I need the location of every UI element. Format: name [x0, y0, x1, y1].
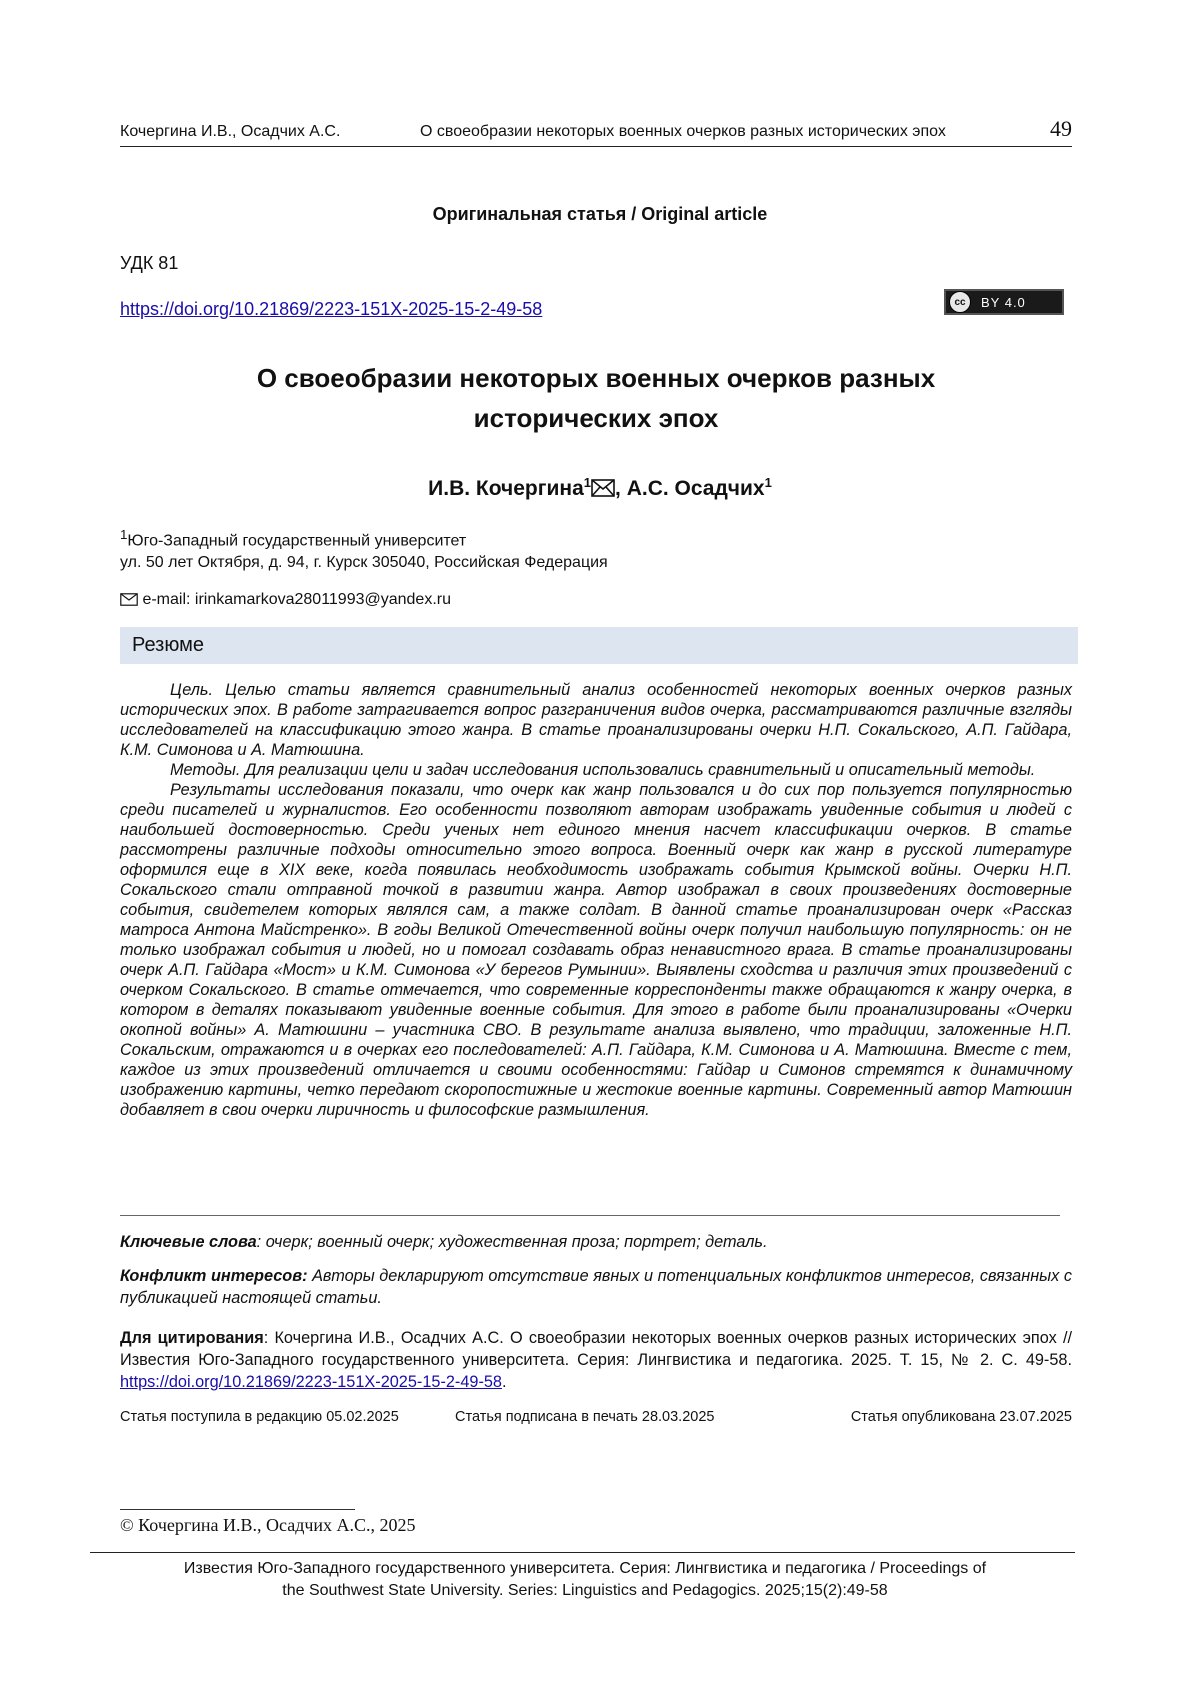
footer-divider	[90, 1552, 1075, 1553]
cc-license-text: BY 4.0	[981, 294, 1026, 310]
authors-separator: ,	[615, 477, 627, 500]
date-received: Статья поступила в редакцию 05.02.2025	[120, 1409, 399, 1425]
affiliation-org	[120, 527, 466, 550]
running-header-title: О своеобразии некоторых военных очерков разных исторических эпох	[420, 123, 946, 140]
journal-footer-line-1: Известия Юго-Западного государственного университета. Серия: Лингвистика и педагогика / Proceedings of	[183, 1560, 987, 1577]
email-address[interactable]: e-mail: irinkamarkova28011993@yandex.ru	[142, 591, 451, 608]
author-2-affiliation: 1	[764, 475, 772, 490]
conflict-text: Авторы декларируют отсутствие явных и потенциальных конфликтов интересов, связанных с публикацией настоящей статьи.	[120, 1267, 1072, 1307]
title-line-1: О своеобразии некоторых военных очерков разных	[256, 363, 936, 393]
citation-label: Для цитирования	[120, 1329, 264, 1347]
conflict-label: Конфликт интересов:	[120, 1267, 308, 1285]
author-1: И.В. Кочергина	[428, 477, 584, 500]
footnote-divider	[120, 1509, 355, 1510]
envelope-icon	[120, 593, 138, 611]
keywords-label: Ключевые слова	[120, 1233, 257, 1251]
citation-end: .	[501, 1373, 507, 1391]
author-1-affiliation: 1	[583, 475, 592, 490]
page-number: 49	[1050, 116, 1072, 141]
cc-license-badge[interactable]	[944, 289, 1064, 315]
author-2: А.С. Осадчих	[626, 477, 765, 500]
article-type: Оригинальная статья / Original article	[432, 204, 768, 224]
citation	[120, 1327, 1072, 1393]
conflict-of-interest	[120, 1265, 1072, 1309]
envelope-icon	[591, 479, 615, 503]
affiliation-address: ул. 50 лет Октября, д. 94, г. Курск 305040, Российская Федерация	[120, 554, 608, 571]
citation-doi-link[interactable]: https://doi.org/10.21869/2223-151X-2025-15-2-49-58	[120, 1373, 502, 1391]
running-header-authors: Кочергина И.В., Осадчих А.С.	[120, 123, 341, 140]
divider	[120, 1215, 1060, 1216]
date-published: Статья опубликована 23.07.2025	[850, 1409, 1072, 1425]
abstract	[120, 680, 1072, 1120]
email-line	[120, 591, 451, 611]
affiliation-marker: 1	[120, 527, 128, 542]
affiliation-name: Юго-Западный государственный университет	[127, 532, 467, 550]
article-title	[120, 358, 1072, 438]
journal-footer	[100, 1558, 1070, 1602]
keywords-text: : очерк; военный очерк; художественная проза; портрет; деталь.	[256, 1233, 768, 1251]
abstract-methods: Методы. Для реализации цели и задач исследования использовались сравнительный и описательный методы.	[170, 761, 1036, 779]
authors	[0, 475, 1200, 503]
cc-icon: cc	[949, 291, 971, 313]
abstract-goal: Цель. Целью статьи является сравнительный анализ особенностей некоторых военных очерков разных исторических эпох. В работе затрагивается вопрос разграничения видов очерка, рассматриваются различные взгляды исследователей на классификацию этого жанра. В статье проанализированы очерки Н.П. Сокальского, А.П. Гайдара, К.М. Симонова и А. Матюшина.	[120, 681, 1072, 759]
date-signed: Статья подписана в печать 28.03.2025	[455, 1409, 715, 1425]
title-line-2: исторических эпох	[473, 403, 719, 433]
running-header	[120, 116, 1072, 147]
copyright: © Кочергина И.В., Осадчих А.С., 2025	[120, 1515, 416, 1535]
resume-heading: Резюме	[120, 627, 1078, 664]
keywords	[120, 1233, 1072, 1252]
udc-code: УДК 81	[120, 253, 179, 273]
doi-link[interactable]: https://doi.org/10.21869/2223-151X-2025-15-2-49-58	[120, 299, 543, 319]
abstract-results: Результаты исследования показали, что очерк как жанр пользовался и до сих пор пользуется популярностью среди писателей и журналистов. Его особенности позволяют авторам изображать увиденные события и людей с наибольшей достоверностью. Среди ученых нет единого мнения насчет классификации очерков. В статье рассмотрены различные подходы относительно этого вопроса. Военный очерк как жанр в русской литературе оформился еще в XIX веке, когда появилась необходимость изображать события Крымской войны. Очерки Н.П. Сокальского стали отправной точкой в развитии жанра. Автор изображал в своих произведениях достоверные события, свидетелем которых являлся сам, а также солдат. В данной статье проанализирован очерк «Рассказ матроса Антона Майстренко». В годы Великой Отечественной войны очерк получил наибольшую популярность: он не только изображал события и людей, но и помогал создавать образ ненавистного врага. В статье проанализированы очерк А.П. Гайдара «Мост» и К.М. Симонова «У берегов Румынии». Выявлены сходства и различия этих произведений с очерком Сокальского. В статье отмечается, что современные корреспонденты также обращаются к жанру очерка, в котором в деталях показывают увиденные военные события. Для этого в работе были проанализированы «Очерки окопной войны» А. Матюшини – участника СВО. В результате анализа выявлено, что традиции, заложенные Н.П. Сокальским, отражаются и в очерках его последователей: А.П. Гайдара, К.М. Симонова и А. Матюшина. Вместе с тем, каждое из этих произведений отличается и своими особенностями: Гайдар и Симонов стремятся к динамичному изображению картины, четко передают скоропостижные и жестокие военные картины. Современный автор Матюшин добавляет в свои очерки лиричность и философские размышления.	[120, 781, 1072, 1119]
journal-footer-line-2: the Southwest State University. Series: Linguistics and Pedagogics. 2025;15(2):49-58	[282, 1582, 888, 1599]
citation-text: : Кочергина И.В., Осадчих А.С. О своеобразии некоторых военных очерков разных исторических эпох // Известия Юго-Западного государственного университета. Серия: Лингвистика и педагогика. 2025. Т. 15, № 2. С. 49-58.	[120, 1329, 1072, 1369]
